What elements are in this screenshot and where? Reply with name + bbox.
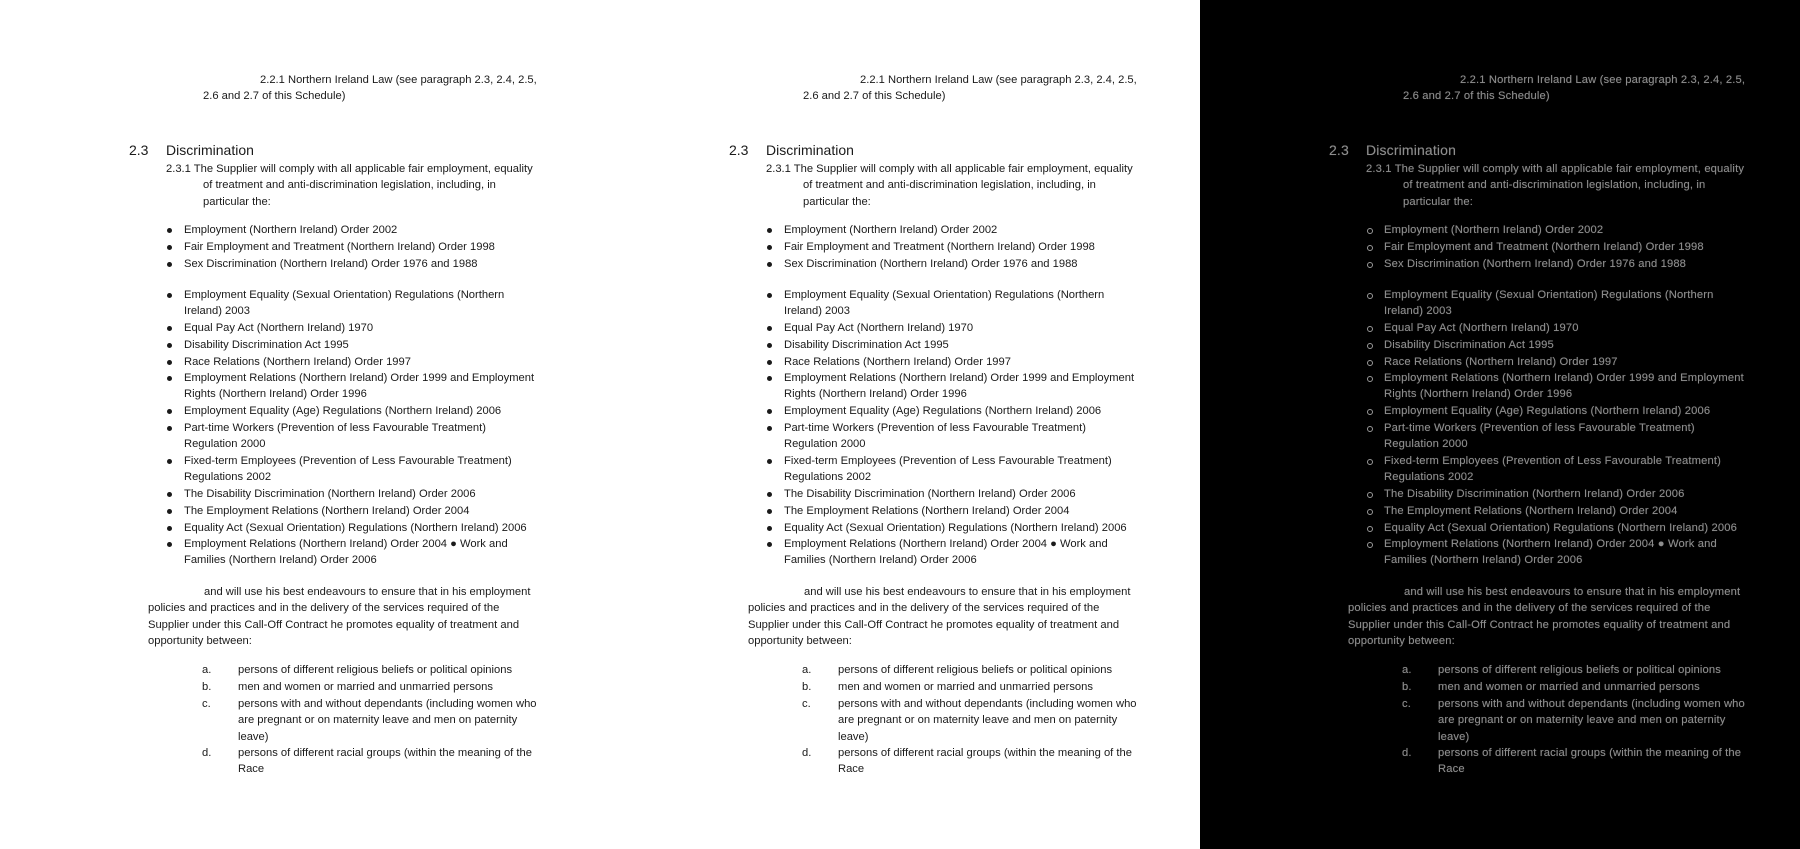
list-item: Race Relations (Northern Ireland) Order 1997: [1366, 354, 1618, 370]
section-number: 2.3: [1329, 142, 1349, 158]
list-item: Employment (Northern Ireland) Order 2002: [1366, 222, 1603, 238]
document-page: 2.2.1 Northern Ireland Law (see paragraph 2.3, 2.4, 2.5, 2.6 and 2.7 of this Schedule) 2.3 Discrimination 2.3.1 The Supplier will comply with all applicable fair employment, equality of treatment and anti-discrimination legislation, including, in particular the: Employment (Northern Ireland) Order 2002 Fair Employment and Treatment (Northern Ireland) Order 1998 Sex Discrimination (Northern Ireland) Order 1976 and 1988 Employment Equality (Sexual Orientation) Regulations (Northern Ireland) 2003 Equal Pay Act (Northern Ireland) 1970 Disability Discrimination Act 1995 Race Relations (Northern Ireland) Order 1997 Employment Relations (Northern Ireland) Order 1999 and Employment Rights (Northern Ireland) Order 1996 Employment Equality (Age) Regulations (Northern Ireland) 2006 Part-time Workers (Prevention of less Favourable Treatment) Regulation 2000 Fixed-term Employees (Prevention of Less Favourable Treatment) Regulations 2002 The Disability Discrimination (Northern Ireland) Order 2006 The Employment Relations (Northern Ireland) Order 2004 Equality Act (Sexual Orientation) Regulations (Northern Ireland) 2006 Employment Relations (Northern Ireland) Order 2004 ● Work and Families (Northern Ireland) Order 2006 and will use his best endeavours to ensure that in his employment policies and practices and in the delivery of the services required of the Supplier under this Call-Off Contract he promotes equality of treatment and opportunity between: a. persons of different religious beliefs or political opinions b. men and women or married and unmarried persons c. persons with and without dependants (including women who are pregnant or on maternity leave and men on paternity leave) d. persons of different racial groups (within the meaning of the Race: [729, 74, 1137, 776]
list-item: Employment Equality (Sexual Orientation) Regulations (Northern Ireland) 2003: [766, 287, 1104, 320]
list-item: Disability Discrimination Act 1995: [766, 337, 949, 353]
list-item: Employment Equality (Sexual Orientation) Regulations (Northern Ireland) 2003: [1366, 287, 1714, 320]
list-item: Equal Pay Act (Northern Ireland) 1970: [166, 320, 373, 336]
list-item: Fixed-term Employees (Prevention of Less Favourable Treatment) Regulations 2002: [766, 453, 1112, 486]
panel-rendered: [600, 0, 1200, 849]
list-item: Equal Pay Act (Northern Ireland) 1970: [1366, 320, 1579, 336]
list-item: Sex Discrimination (Northern Ireland) Order 1976 and 1988: [1366, 256, 1686, 272]
list-item: Employment Equality (Age) Regulations (Northern Ireland) 2006: [1366, 403, 1710, 419]
subclause-2-3-1: 2.3.1 The Supplier will comply with all applicable fair employment, equality of treatment and anti-discrimination legislation, including, in particular the:: [1366, 163, 1745, 208]
list-item: Fixed-term Employees (Prevention of Less Favourable Treatment) Regulations 2002: [166, 453, 512, 486]
list-item: Equality Act (Sexual Orientation) Regulations (Northern Ireland) 2006: [766, 520, 1127, 536]
list-item: Part-time Workers (Prevention of less Favourable Treatment) Regulation 2000: [1366, 420, 1695, 453]
panel-diff: [1200, 0, 1800, 849]
list-item: Equality Act (Sexual Orientation) Regulations (Northern Ireland) 2006: [166, 520, 527, 536]
list-item: Employment Equality (Age) Regulations (Northern Ireland) 2006: [766, 403, 1101, 419]
document-page: 2.2.1 Northern Ireland Law (see paragraph 2.3, 2.4, 2.5, 2.6 and 2.7 of this Schedule) 2.3 Discrimination 2.3.1 The Supplier will comply with all applicable fair employment, equality of treatment and anti-discrimination legislation, including, in particular the: Employment (Northern Ireland) Order 2002 Fair Employment and Treatment (Northern Ireland) Order 1998 Sex Discrimination (Northern Ireland) Order 1976 and 1988 Employment Equality (Sexual Orientation) Regulations (Northern Ireland) 2003 Equal Pay Act (Northern Ireland) 1970 Disability Discrimination Act 1995 Race Relations (Northern Ireland) Order 1997 Employment Relations (Northern Ireland) Order 1999 and Employment Rights (Northern Ireland) Order 1996 Employment Equality (Age) Regulations (Northern Ireland) 2006 Part-time Workers (Prevention of less Favourable Treatment) Regulation 2000 Fixed-term Employees (Prevention of Less Favourable Treatment) Regulations 2002 The Disability Discrimination (Northern Ireland) Order 2006 The Employment Relations (Northern Ireland) Order 2004 Equality Act (Sexual Orientation) Regulations (Northern Ireland) 2006 Employment Relations (Northern Ireland) Order 2004 ● Work and Families (Northern Ireland) Order 2006 and will use his best endeavours to ensure that in his employment policies and practices and in the delivery of the services required of the Supplier under this Call-Off Contract he promotes equality of treatment and opportunity between: a. persons of different religious beliefs or political opinions b. men and women or married and unmarried persons c. persons with and without dependants (including women who are pregnant or on maternity leave and men on paternity leave) d. persons of different racial groups (within the meaning of the Race: [1329, 74, 1746, 776]
section-title: Discrimination: [1366, 142, 1457, 158]
list-item: Employment (Northern Ireland) Order 2002: [766, 222, 997, 238]
list-item: Part-time Workers (Prevention of less Favourable Treatment) Regulation 2000: [766, 420, 1086, 453]
list-item: The Employment Relations (Northern Ireland) Order 2004: [766, 503, 1069, 519]
list-item: Equal Pay Act (Northern Ireland) 1970: [766, 320, 973, 336]
list-item: Fair Employment and Treatment (Northern Ireland) Order 1998: [166, 239, 495, 255]
list-item: Sex Discrimination (Northern Ireland) Order 1976 and 1988: [766, 256, 1078, 272]
list-item: Race Relations (Northern Ireland) Order 1997: [766, 354, 1011, 370]
list-item: Disability Discrimination Act 1995: [166, 337, 349, 353]
list-item: The Disability Discrimination (Northern Ireland) Order 2006: [166, 486, 476, 502]
list-item: Employment Equality (Sexual Orientation) Regulations (Northern Ireland) 2003: [166, 287, 504, 320]
list-item: Employment Relations (Northern Ireland) Order 2004 ● Work and Families (Northern Ireland) Order 2006: [766, 536, 1108, 569]
list-item: The Disability Discrimination (Northern Ireland) Order 2006: [1366, 486, 1684, 502]
panel-original: [0, 0, 600, 849]
section-number: 2.3: [129, 142, 149, 158]
subclause-2-2-1: 2.2.1 Northern Ireland Law (see paragraph 2.3, 2.4, 2.5, 2.6 and 2.7 of this Schedule): [1403, 74, 1746, 103]
body-paragraph: and will use his best endeavours to ensure that in his employment policies and practices and in the delivery of the services required of the Supplier under this Call-Off Contract he promotes equality of treatment and opportunity between:: [748, 586, 1131, 648]
subclause-2-2-1: 2.2.1 Northern Ireland Law (see paragraph 2.3, 2.4, 2.5, 2.6 and 2.7 of this Schedule): [203, 74, 537, 103]
list-item: Fixed-term Employees (Prevention of Less Favourable Treatment) Regulations 2002: [1366, 453, 1721, 486]
list-item: The Disability Discrimination (Northern Ireland) Order 2006: [766, 486, 1076, 502]
list-item: Part-time Workers (Prevention of less Favourable Treatment) Regulation 2000: [166, 420, 486, 453]
section-title: Discrimination: [766, 142, 854, 158]
section-title: Discrimination: [166, 142, 254, 158]
list-item: Fair Employment and Treatment (Northern Ireland) Order 1998: [1366, 239, 1704, 255]
list-item: Sex Discrimination (Northern Ireland) Order 1976 and 1988: [166, 256, 478, 272]
list-item: Employment Relations (Northern Ireland) Order 1999 and Employment Rights (Northern Ireland) Order 1996: [1366, 370, 1744, 403]
list-item: Employment Relations (Northern Ireland) Order 2004 ● Work and Families (Northern Ireland) Order 2006: [1366, 536, 1717, 569]
list-item: Employment Relations (Northern Ireland) Order 1999 and Employment Rights (Northern Ireland) Order 1996: [766, 370, 1134, 403]
list-item: The Employment Relations (Northern Ireland) Order 2004: [1366, 503, 1678, 519]
list-item: Disability Discrimination Act 1995: [1366, 337, 1554, 353]
subclause-2-3-1: 2.3.1 The Supplier will comply with all applicable fair employment, equality of treatment and anti-discrimination legislation, including, in particular the:: [766, 163, 1133, 208]
list-item: The Employment Relations (Northern Ireland) Order 2004: [166, 503, 469, 519]
subclause-2-3-1: 2.3.1 The Supplier will comply with all applicable fair employment, equality of treatment and anti-discrimination legislation, including, in particular the:: [166, 163, 533, 208]
section-number: 2.3: [729, 142, 749, 158]
list-item: Employment Relations (Northern Ireland) Order 1999 and Employment Rights (Northern Ireland) Order 1996: [166, 370, 534, 403]
document-page: 2.2.1 Northern Ireland Law (see paragraph 2.3, 2.4, 2.5, 2.6 and 2.7 of this Schedule) 2.3 Discrimination 2.3.1 The Supplier will comply with all applicable fair employment, equality of treatment and anti-discrimination legislation, including, in particular the: Employment (Northern Ireland) Order 2002 Fair Employment and Treatment (Northern Ireland) Order 1998 Sex Discrimination (Northern Ireland) Order 1976 and 1988 Employment Equality (Sexual Orientation) Regulations (Northern Ireland) 2003 Equal Pay Act (Northern Ireland) 1970 Disability Discrimination Act 1995 Race Relations (Northern Ireland) Order 1997 Employment Relations (Northern Ireland) Order 1999 and Employment Rights (Northern Ireland) Order 1996 Employment Equality (Age) Regulations (Northern Ireland) 2006 Part-time Workers (Prevention of less Favourable Treatment) Regulation 2000 Fixed-term Employees (Prevention of Less Favourable Treatment) Regulations 2002 The Disability Discrimination (Northern Ireland) Order 2006 The Employment Relations (Northern Ireland) Order 2004 Equality Act (Sexual Orientation) Regulations (Northern Ireland) 2006 Employment Relations (Northern Ireland) Order 2004 ● Work and Families (Northern Ireland) Order 2006 and will use his best endeavours to ensure that in his employment policies and practices and in the delivery of the services required of the Supplier under this Call-Off Contract he promotes equality of treatment and opportunity between: a. persons of different religious beliefs or political opinions b. men and women or married and unmarried persons c. persons with and without dependants (including women who are pregnant or on maternity leave and men on paternity leave) d. persons of different racial groups (within the meaning of the Race: [129, 74, 537, 776]
list-item: Employment Equality (Age) Regulations (Northern Ireland) 2006: [166, 403, 501, 419]
list-item: Equality Act (Sexual Orientation) Regulations (Northern Ireland) 2006: [1366, 520, 1737, 536]
body-paragraph: and will use his best endeavours to ensure that in his employment policies and practices and in the delivery of the services required of the Supplier under this Call-Off Contract he promotes equality of treatment and opportunity between:: [148, 586, 531, 648]
list-item: Employment (Northern Ireland) Order 2002: [166, 222, 397, 238]
list-item: Employment Relations (Northern Ireland) Order 2004 ● Work and Families (Northern Ireland) Order 2006: [166, 536, 508, 569]
body-paragraph: and will use his best endeavours to ensure that in his employment policies and practices and in the delivery of the services required of the Supplier under this Call-Off Contract he promotes equality of treatment and opportunity between:: [1348, 586, 1741, 648]
list-item: Race Relations (Northern Ireland) Order 1997: [166, 354, 411, 370]
list-item: Fair Employment and Treatment (Northern Ireland) Order 1998: [766, 239, 1095, 255]
subclause-2-2-1: 2.2.1 Northern Ireland Law (see paragraph 2.3, 2.4, 2.5, 2.6 and 2.7 of this Schedule): [803, 74, 1137, 103]
